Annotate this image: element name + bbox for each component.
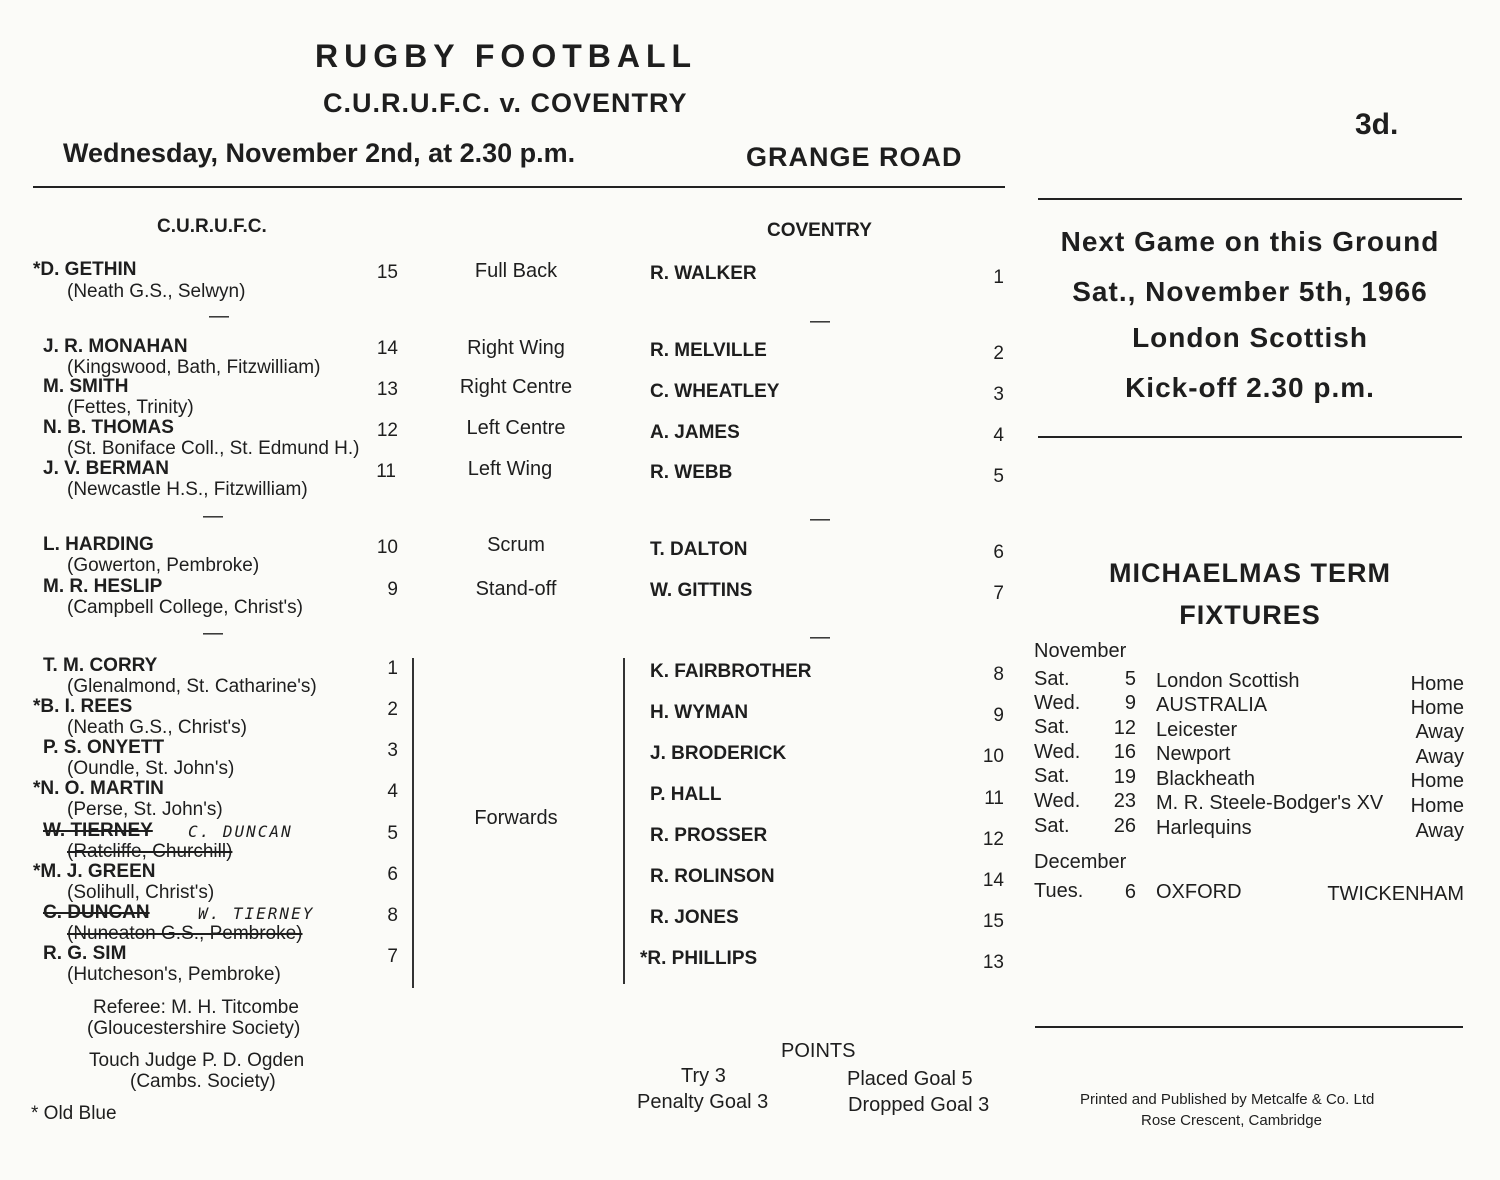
player-school: (Oundle, St. John's) — [67, 758, 235, 779]
printer-address: Rose Crescent, Cambridge — [1141, 1112, 1322, 1129]
fixture-day: Wed. — [1034, 790, 1081, 812]
player-number: 3 — [993, 384, 1004, 405]
fixture-opponent: London Scottish — [1156, 670, 1300, 692]
group-separator: — — [810, 310, 830, 332]
player-name: R. ROLINSON — [650, 866, 775, 887]
player-number: 12 — [376, 420, 398, 441]
player-number: 3 — [387, 740, 398, 761]
player-school-struck: (Ratcliffe, Churchill) — [67, 841, 233, 862]
fixture-day: Tues. — [1034, 880, 1084, 902]
fixture-date: 26 — [1113, 815, 1136, 837]
player-number: 2 — [993, 343, 1004, 364]
fixtures-month-november: November — [1034, 640, 1127, 662]
next-game-date: Sat., November 5th, 1966 — [1072, 276, 1428, 307]
page-title: RUGBY FOOTBALL — [315, 38, 698, 74]
fixture-date: 23 — [1113, 790, 1136, 812]
player-number: 11 — [376, 461, 396, 482]
player-number: 6 — [993, 542, 1004, 563]
player-name: R. JONES — [650, 907, 739, 928]
player-number: 14 — [982, 870, 1004, 891]
fixture-opponent: Newport — [1156, 743, 1231, 765]
player-name: P. S. ONYETT — [43, 737, 165, 758]
position-stand-off: Stand-off — [475, 578, 557, 600]
fixture-day: Wed. — [1034, 741, 1081, 763]
points-penalty-goal: Penalty Goal 3 — [637, 1091, 769, 1113]
player-name: *M. J. GREEN — [33, 861, 156, 882]
player-name: M. R. HESLIP — [43, 576, 163, 597]
fixture-opponent: M. R. Steele-Bodger's XV — [1156, 792, 1384, 814]
player-name: *N. O. MARTIN — [33, 778, 164, 799]
position-left-centre: Left Centre — [466, 417, 566, 439]
player-school: (Kingswood, Bath, Fitzwilliam) — [67, 357, 321, 378]
player-number: 10 — [376, 537, 398, 558]
player-name: T. M. CORRY — [43, 655, 158, 676]
player-name: K. FAIRBROTHER — [650, 661, 812, 682]
fixture-opponent: Harlequins — [1156, 817, 1252, 839]
next-game-kickoff: Kick-off 2.30 p.m. — [1125, 372, 1375, 403]
player-name: J. V. BERMAN — [43, 458, 169, 479]
forwards-bracket-right — [623, 658, 625, 984]
touch-judge: Touch Judge P. D. Ogden — [89, 1050, 305, 1071]
match-venue: GRANGE ROAD — [746, 142, 963, 172]
player-number: 10 — [982, 746, 1004, 767]
player-name-struck: C. DUNCAN — [43, 902, 150, 923]
player-name: J. R. MONAHAN — [43, 336, 188, 357]
player-number: 1 — [993, 267, 1004, 288]
fixture-venue: Away — [1415, 746, 1464, 768]
player-school: (Hutcheson's, Pembroke) — [67, 964, 281, 985]
player-number: 14 — [376, 338, 398, 359]
player-name: P. HALL — [650, 784, 722, 805]
next-game-opponent: London Scottish — [1132, 322, 1368, 353]
player-number: 4 — [993, 425, 1004, 446]
fixture-venue: Home — [1410, 795, 1464, 817]
player-school: (Solihull, Christ's) — [67, 882, 215, 903]
player-school: (Glenalmond, St. Catharine's) — [67, 676, 317, 697]
fixture-venue: Home — [1410, 697, 1464, 719]
cambridge-heading: C.U.R.U.F.C. — [157, 216, 267, 237]
old-blue-note: * Old Blue — [31, 1103, 117, 1124]
player-number: 5 — [387, 823, 398, 844]
player-name: R. G. SIM — [43, 943, 127, 964]
points-dropped-goal: Dropped Goal 3 — [848, 1094, 990, 1116]
group-separator: — — [810, 508, 830, 530]
player-name: N. B. THOMAS — [43, 417, 174, 438]
player-number: 7 — [387, 946, 398, 967]
fixture-day: Sat. — [1034, 716, 1070, 738]
next-game-bottom-divider — [1038, 436, 1462, 438]
player-name: W. GITTINS — [650, 580, 753, 601]
position-forwards: Forwards — [474, 807, 558, 829]
handwritten-replacement: W. TIERNEY — [198, 904, 315, 923]
fixture-venue: Away — [1415, 820, 1464, 842]
referee: Referee: M. H. Titcombe — [93, 997, 299, 1018]
player-number: 8 — [993, 664, 1004, 685]
player-school: (St. Boniface Coll., St. Edmund H.) — [67, 438, 360, 459]
player-number: 6 — [387, 864, 398, 885]
programme-price: 3d. — [1355, 108, 1399, 141]
player-name: T. DALTON — [650, 539, 748, 560]
group-separator: — — [209, 305, 229, 327]
position-left-wing: Left Wing — [467, 458, 553, 480]
player-number: 4 — [387, 781, 398, 802]
points-heading: POINTS — [781, 1040, 856, 1062]
fixture-venue: Home — [1410, 770, 1464, 792]
fixture-day: Wed. — [1034, 692, 1081, 714]
printer-line: Printed and Published by Metcalfe & Co. Ltd — [1080, 1091, 1375, 1108]
player-name: *B. I. REES — [33, 696, 133, 717]
player-name: H. WYMAN — [650, 702, 749, 723]
coventry-heading: COVENTRY — [767, 220, 872, 241]
forwards-bracket-left — [412, 658, 414, 988]
player-number: 7 — [993, 583, 1004, 604]
player-name: L. HARDING — [43, 534, 154, 555]
points-try: Try 3 — [681, 1065, 726, 1087]
position-right-centre: Right Centre — [459, 376, 573, 398]
position-right-wing: Right Wing — [467, 337, 565, 359]
player-number: 13 — [982, 952, 1004, 973]
fixtures-bottom-divider — [1035, 1026, 1463, 1028]
player-name: *D. GETHIN — [33, 259, 137, 280]
fixture-venue: Home — [1410, 673, 1464, 695]
player-number: 15 — [376, 262, 398, 283]
player-name: A. JAMES — [650, 422, 740, 443]
group-separator: — — [203, 505, 223, 527]
player-name-struck: W. TIERNEY — [43, 820, 153, 841]
fixture-venue: TWICKENHAM — [1327, 883, 1464, 905]
fixture-date: 19 — [1113, 766, 1136, 788]
fixture-opponent: Leicester — [1156, 719, 1238, 741]
fixtures-title: MICHAELMAS TERM — [1109, 558, 1391, 588]
player-name: R. MELVILLE — [650, 340, 767, 361]
group-separator: — — [810, 626, 830, 648]
touch-judge-society: (Cambs. Society) — [130, 1071, 276, 1092]
player-number: 12 — [982, 829, 1004, 850]
player-school: (Fettes, Trinity) — [67, 397, 194, 418]
player-name: *R. PHILLIPS — [640, 948, 758, 969]
next-game-heading: Next Game on this Ground — [1060, 226, 1440, 257]
fixture-opponent: AUSTRALIA — [1156, 694, 1268, 716]
player-school: (Newcastle H.S., Fitzwilliam) — [67, 479, 308, 500]
fixture-day: Sat. — [1034, 668, 1070, 690]
player-name: R. WEBB — [650, 462, 733, 483]
fixture-date: 5 — [1124, 668, 1136, 690]
player-name: C. WHEATLEY — [650, 381, 780, 402]
player-number: 13 — [376, 379, 398, 400]
position-full-back: Full Back — [474, 260, 558, 282]
player-school-struck: (Nuneaton G.S., Pembroke) — [67, 923, 303, 944]
player-name: R. WALKER — [650, 263, 757, 284]
match-date: Wednesday, November 2nd, at 2.30 p.m. — [63, 138, 576, 168]
fixture-date: 9 — [1124, 692, 1136, 714]
fixture-day: Sat. — [1034, 765, 1070, 787]
player-number: 1 — [387, 658, 398, 679]
fixture-opponent: Blackheath — [1156, 768, 1255, 790]
referee-society: (Gloucestershire Society) — [87, 1018, 301, 1039]
player-school: (Neath G.S., Christ's) — [67, 717, 247, 738]
fixture-date: 16 — [1113, 741, 1136, 763]
header-divider — [33, 186, 1005, 188]
fixture-date: 12 — [1113, 717, 1136, 739]
group-separator: — — [203, 622, 223, 644]
player-number: 9 — [387, 579, 398, 600]
fixture-day: Sat. — [1034, 815, 1070, 837]
player-school: (Perse, St. John's) — [67, 799, 223, 820]
player-school: (Campbell College, Christ's) — [67, 597, 303, 618]
player-number: 2 — [387, 699, 398, 720]
player-number: 8 — [387, 905, 398, 926]
position-scrum: Scrum — [487, 534, 545, 556]
player-number: 9 — [993, 705, 1004, 726]
fixtures-subtitle: FIXTURES — [1179, 600, 1321, 630]
fixture-venue: Away — [1415, 721, 1464, 743]
fixture-date: 6 — [1124, 881, 1136, 903]
player-name: M. SMITH — [43, 376, 129, 397]
match-title: C.U.R.U.F.C. v. COVENTRY — [323, 88, 688, 118]
handwritten-replacement: C. DUNCAN — [188, 822, 293, 841]
next-game-top-divider — [1038, 198, 1462, 200]
player-number: 15 — [982, 911, 1004, 932]
player-number: 5 — [993, 466, 1004, 487]
fixtures-month-december: December — [1034, 851, 1127, 873]
player-name: J. BRODERICK — [650, 743, 787, 764]
player-number: 11 — [984, 788, 1004, 809]
player-name: R. PROSSER — [650, 825, 768, 846]
fixture-opponent: OXFORD — [1156, 881, 1242, 903]
player-school: (Neath G.S., Selwyn) — [67, 281, 246, 302]
player-school: (Gowerton, Pembroke) — [67, 555, 260, 576]
points-placed-goal: Placed Goal 5 — [847, 1068, 973, 1090]
